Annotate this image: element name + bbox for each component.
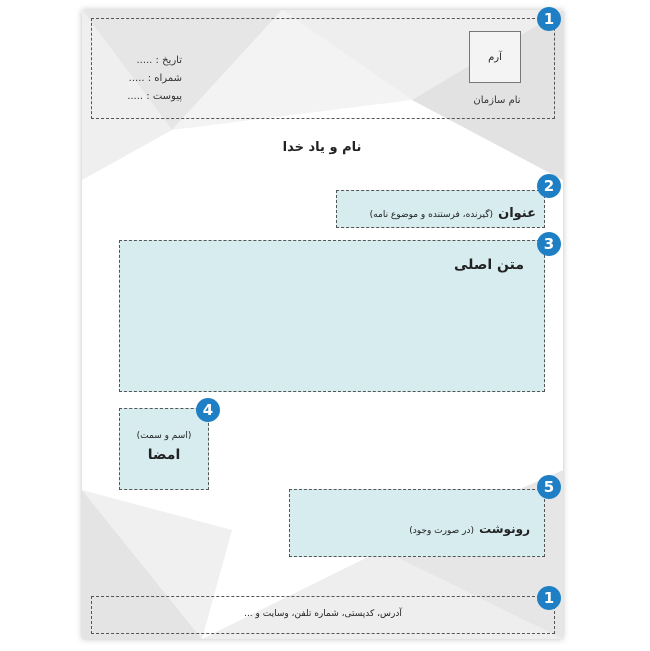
signature-hint: (اسم و سمت) [136, 431, 192, 441]
logo-placeholder [469, 31, 521, 83]
attachment-field: پیوست : ..... [127, 91, 182, 102]
badge-body: 3 [537, 232, 561, 256]
body-box [119, 240, 545, 392]
subject-box [336, 190, 545, 228]
badge-copy: 5 [537, 475, 561, 499]
copy-hint: (در صورت وجود) [409, 526, 474, 536]
badge-subject: 2 [537, 174, 561, 198]
subject-label: عنوان [498, 206, 536, 221]
header-box [91, 18, 555, 119]
greeting-title: نام و یاد خدا [282, 140, 362, 155]
badge-footer: 1 [537, 586, 561, 610]
footer-text: آدرس، کدپستی، شماره تلفن، وسایت و ... [244, 609, 402, 619]
signature-box [119, 408, 209, 490]
subject-hint: (گیرنده، فرستنده و موضوع نامه) [369, 210, 494, 220]
letter-template-page [82, 10, 563, 639]
badge-signature: 4 [196, 398, 220, 422]
body-label: متن اصلی [453, 257, 524, 273]
logo-label: آرم [488, 51, 502, 63]
copy-box [289, 489, 545, 557]
number-field: شمراه : ..... [128, 73, 182, 84]
badge-header: 1 [537, 7, 561, 31]
date-field: تاریخ : ..... [136, 55, 182, 66]
org-name: نام سازمان [473, 95, 521, 106]
signature-label: امضا [147, 447, 181, 463]
copy-label: رونوشت [479, 522, 530, 536]
footer-box [91, 596, 555, 634]
